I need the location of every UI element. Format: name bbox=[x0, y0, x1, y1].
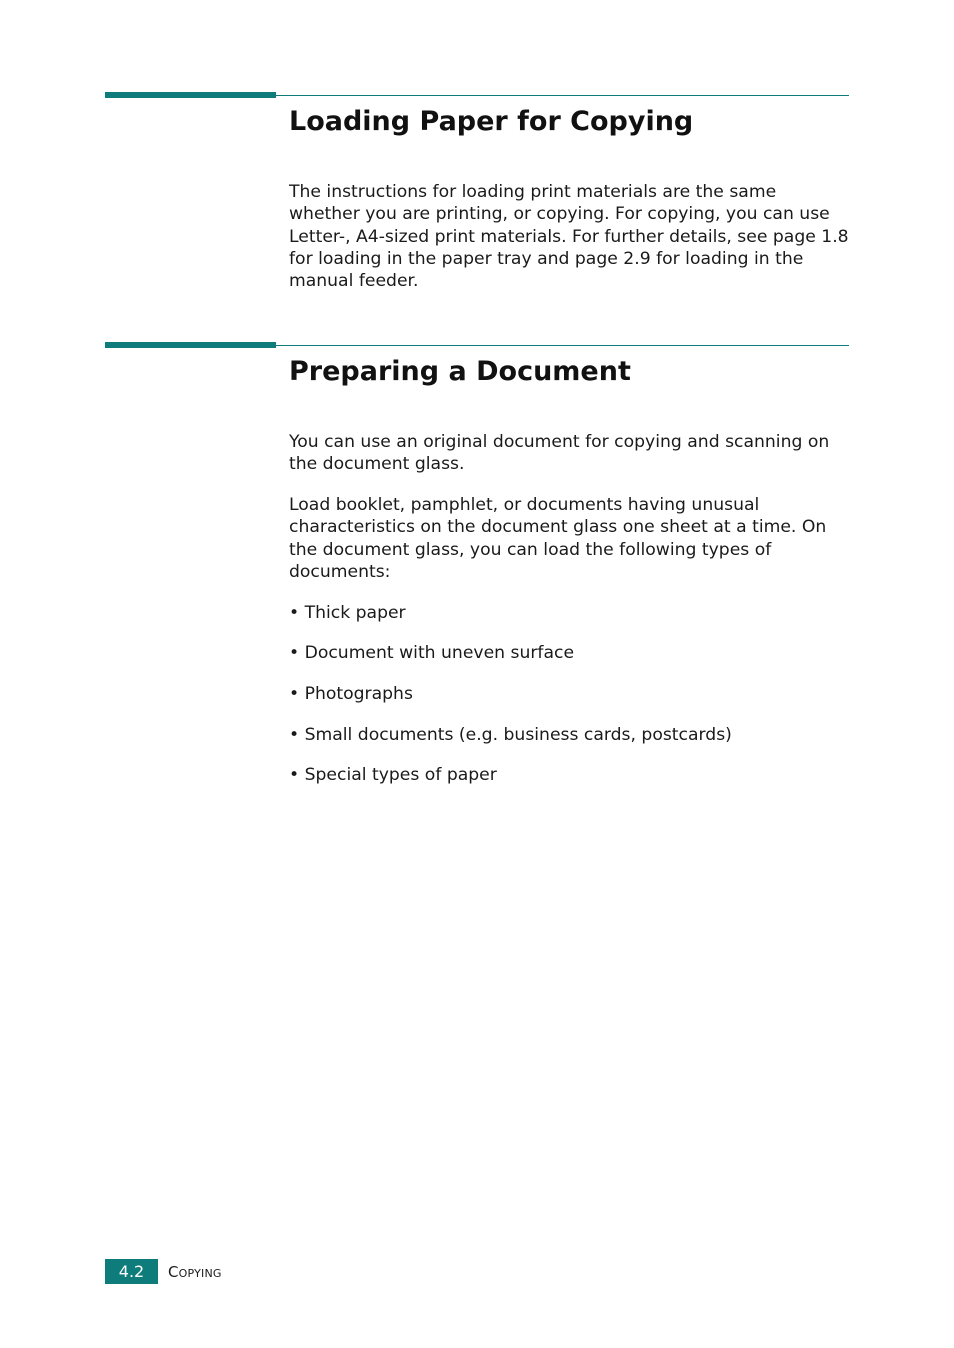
preparing-document-paragraph-2: Load booklet, pamphlet, or documents having unusual characteristics on the document glass one sheet at a time. On the document glass, you can load the following types of documents: bbox=[289, 495, 827, 582]
preparing-document-paragraph-1: You can use an original document for copying and scanning on the document glass. bbox=[289, 432, 830, 475]
bullet-item: • Thick paper bbox=[289, 603, 406, 623]
page-number-badge: 4.2 bbox=[105, 1259, 158, 1284]
section-heading-preparing-document: Preparing a Document bbox=[289, 356, 631, 387]
section-heading-loading-paper: Loading Paper for Copying bbox=[289, 106, 694, 137]
section-rule-thick bbox=[105, 92, 276, 98]
bullet-item: • Special types of paper bbox=[289, 765, 497, 785]
chapter-title: Copying bbox=[168, 1263, 222, 1281]
section-rule-thin bbox=[276, 345, 849, 346]
bullet-item: • Small documents (e.g. business cards, postcards) bbox=[289, 725, 732, 745]
bullet-item: • Document with uneven surface bbox=[289, 643, 575, 663]
bullet-item: • Photographs bbox=[289, 684, 413, 704]
loading-paper-paragraph: The instructions for loading print materials are the same whether you are printing, or copying. For copying, you can use Letter-, A4-sized print materials. For further details, see page 1.8 for loading in the paper tray and page 2.9 for loading in the manual feeder. bbox=[289, 182, 849, 292]
section-rule-thin bbox=[276, 95, 849, 96]
section-rule-thick bbox=[105, 342, 276, 348]
